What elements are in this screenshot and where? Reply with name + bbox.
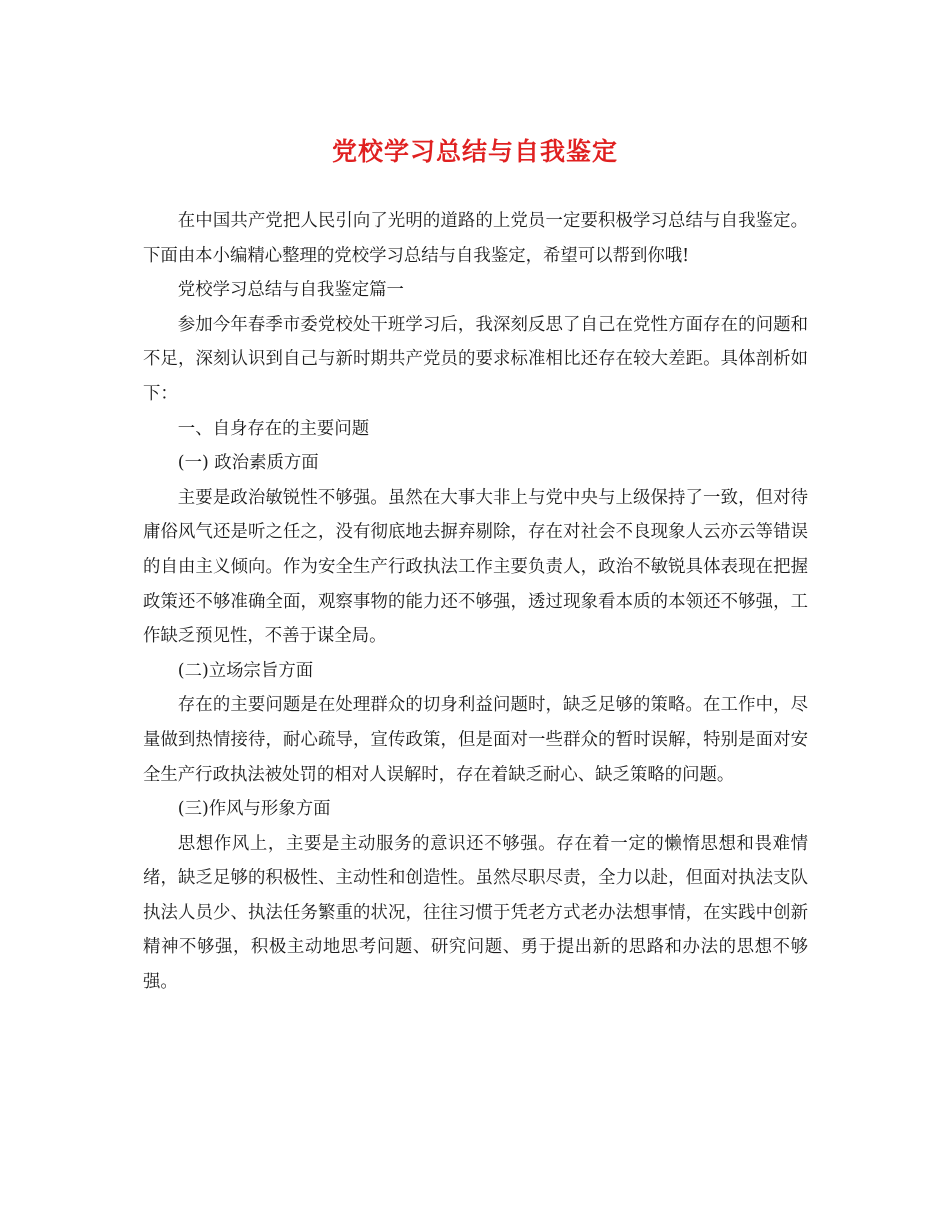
document-title: 党校学习总结与自我鉴定 [331,137,618,166]
subheading-stance-purpose: (二)立场宗旨方面 [177,660,314,681]
paragraph-stance-purpose: 存在的主要问题是在处理群众的切身利益问题时，缺乏足够的策略。在工作中，尽量做到热情接待，耐心疏导，宣传政策，但是面对一些群众的暂时误解，特别是面对安全生产行政执法被处罚的相对人误解时，存在着缺乏耐心、缺乏策略的问题。 [143,695,808,785]
section-heading-part-one: 党校学习总结与自我鉴定篇一 [177,280,404,301]
subheading-style-image: (三)作风与形象方面 [177,799,331,820]
paragraph-political-quality: 主要是政治敏锐性不够强。虽然在大事大非上与党中央与上级保持了一致，但对待庸俗风气还是听之任之，没有彻底地去摒弃剔除，存在对社会不良现象人云亦云等错误的自由主义倾向。作为安全生产行政执法工作主要负责人，政治不敏锐具体表现在把握政策还不够准确全面，观察事物的能力还不够强，透过现象看本质的本领还不够强，工作缺乏预见性，不善于谋全局。 [143,487,808,647]
subheading-political-quality: (一) 政治素质方面 [177,453,319,474]
paragraph-intro: 在中国共产党把人民引向了光明的道路的上党员一定要积极学习总结与自我鉴定。下面由本小编精心整理的党校学习总结与自我鉴定，希望可以帮到你哦! [143,211,808,266]
paragraph-overview: 参加今年春季市委党校处干班学习后，我深刻反思了自己在党性方面存在的问题和不足，深刻认识到自己与新时期共产党员的要求标准相比还存在较大差距。具体剖析如下： [143,314,808,404]
paragraph-style-image: 思想作风上，主要是主动服务的意识还不够强。存在着一定的懒惰思想和畏难情绪，缺乏足够的积极性、主动性和创造性。虽然尽职尽责，全力以赴，但面对执法支队执法人员少、执法任务繁重的状况，往往习惯于凭老方式老办法想事情，在实践中创新精神不够强，积极主动地思考问题、研究问题、勇于提出新的思路和办法的思想不够强。 [143,833,808,993]
document-body [143,204,808,1000]
section-heading-main-problems: 一、自身存在的主要问题 [177,418,370,439]
